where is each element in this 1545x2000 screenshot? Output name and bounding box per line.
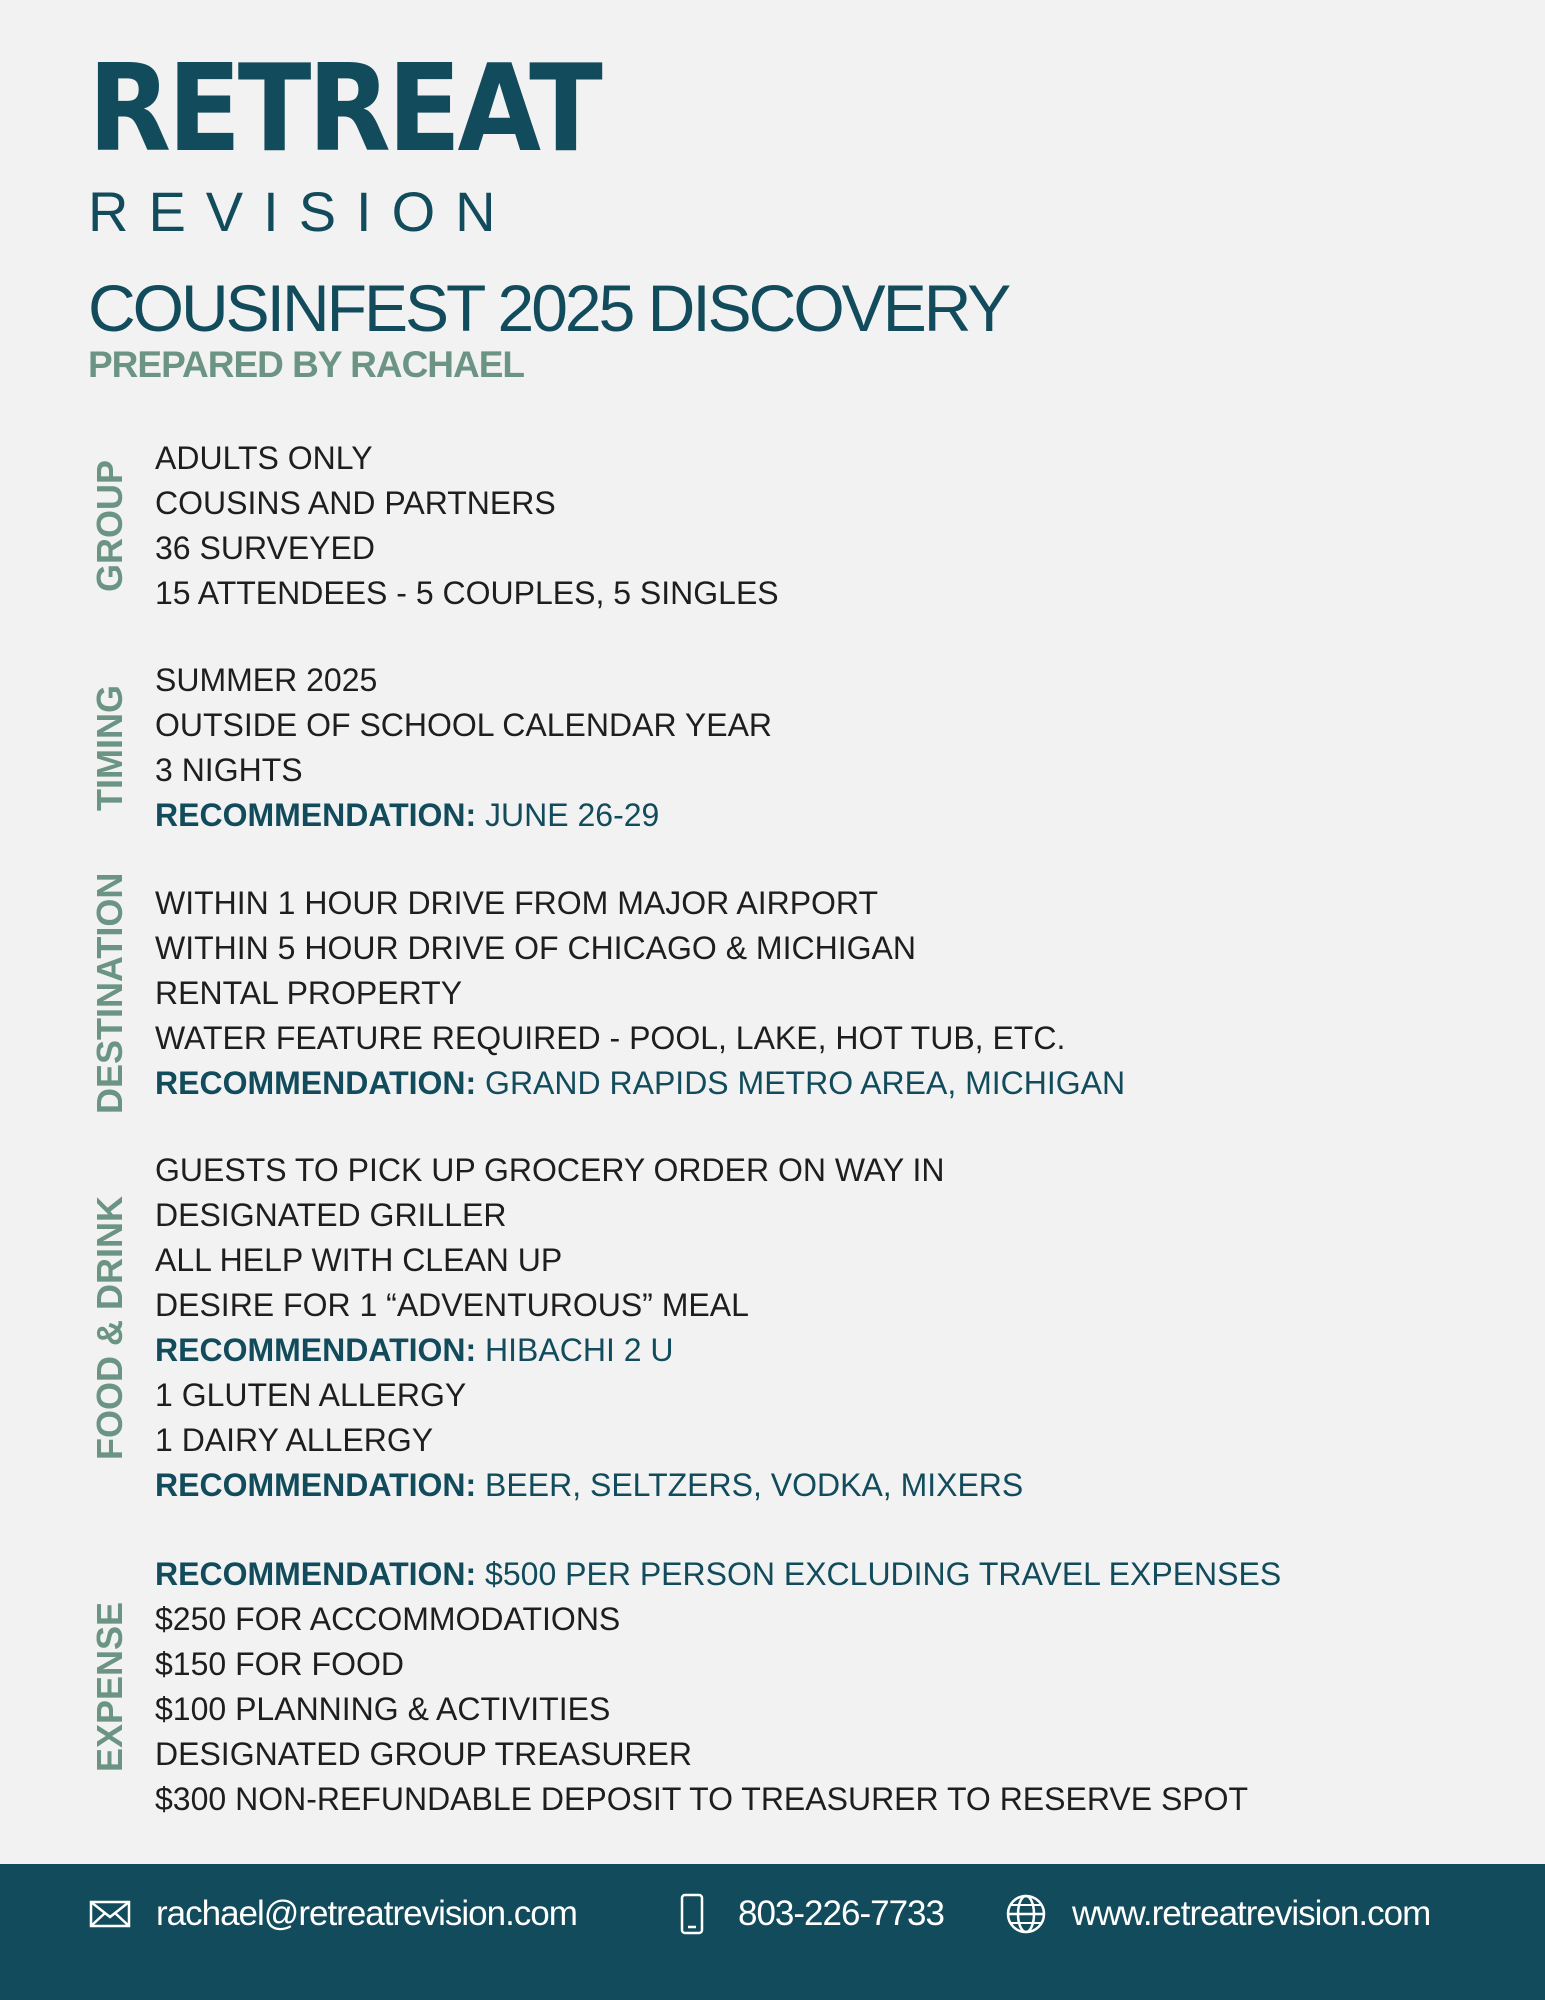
section-line: $150 FOR FOOD — [155, 1646, 404, 1682]
globe-icon — [1004, 1892, 1048, 1936]
section-label: FOOD & DRINK — [89, 1196, 130, 1460]
section-line: 1 GLUTEN ALLERGY — [155, 1377, 467, 1413]
logo-wordmark-retreat: RETREAT — [88, 40, 600, 179]
section-label: TIMING — [89, 685, 130, 811]
phone-number[interactable]: 803-226-7733 — [738, 1894, 944, 1933]
recommendation-value: HIBACHI 2 U — [485, 1332, 674, 1368]
phone-icon — [670, 1892, 714, 1936]
recommendation-label: RECOMMENDATION: — [155, 1467, 477, 1503]
section-lines — [155, 658, 772, 838]
section-line: SUMMER 2025 — [155, 662, 378, 698]
section-label: DESTINATION — [89, 872, 130, 1115]
section-line: OUTSIDE OF SCHOOL CALENDAR YEAR — [155, 707, 773, 743]
recommendation-line — [155, 1061, 1125, 1106]
recommendation-line — [155, 793, 772, 838]
recommendation-label: RECOMMENDATION: — [155, 1332, 477, 1368]
section-line: WATER FEATURE REQUIRED - POOL, LAKE, HOT TUB, ETC. — [155, 1020, 1066, 1056]
website-link[interactable]: www.retreatrevision.com — [1072, 1894, 1431, 1933]
section-line: COUSINS AND PARTNERS — [155, 485, 556, 521]
email-link[interactable]: rachael@retreatrevision.com — [156, 1894, 577, 1933]
section-line: WITHIN 5 HOUR DRIVE OF CHICAGO & MICHIGAN — [155, 930, 916, 966]
logo-wordmark-revision: REVISION — [88, 180, 516, 243]
section-lines — [155, 436, 779, 616]
section-line: DESIGNATED GRILLER — [155, 1197, 507, 1233]
section-line: $100 PLANNING & ACTIVITIES — [155, 1691, 611, 1727]
section-line: GUESTS TO PICK UP GROCERY ORDER ON WAY IN — [155, 1152, 945, 1188]
section-lines — [155, 1148, 1023, 1508]
page-subtitle: PREPARED BY RACHAEL — [88, 344, 525, 385]
recommendation-label: RECOMMENDATION: — [155, 1556, 477, 1592]
section-line: $250 FOR ACCOMMODATIONS — [155, 1601, 621, 1637]
recommendation-line — [155, 1463, 1023, 1508]
recommendation-line — [155, 1552, 1281, 1597]
recommendation-line — [155, 1328, 1023, 1373]
section-lines — [155, 881, 1125, 1106]
section-line: 3 NIGHTS — [155, 752, 303, 788]
section-lines — [155, 1552, 1281, 1822]
recommendation-value: BEER, SELTZERS, VODKA, MIXERS — [485, 1467, 1024, 1503]
section-line: DESIRE FOR 1 “ADVENTUROUS” MEAL — [155, 1287, 749, 1323]
page-title: COUSINFEST 2025 DISCOVERY — [88, 271, 1009, 345]
footer-website[interactable] — [1004, 1864, 1430, 1964]
recommendation-label: RECOMMENDATION: — [155, 1065, 477, 1101]
section-line: 1 DAIRY ALLERGY — [155, 1422, 434, 1458]
section-line: RENTAL PROPERTY — [155, 975, 463, 1011]
footer-contact-bar — [0, 1864, 1545, 2000]
recommendation-value: GRAND RAPIDS METRO AREA, MICHIGAN — [485, 1065, 1126, 1101]
recommendation-value: JUNE 26-29 — [485, 797, 660, 833]
section-line: 36 SURVEYED — [155, 530, 375, 566]
section-label: EXPENSE — [89, 1601, 130, 1773]
footer-email[interactable] — [88, 1864, 577, 1964]
section-line: WITHIN 1 HOUR DRIVE FROM MAJOR AIRPORT — [155, 885, 878, 921]
section-line: DESIGNATED GROUP TREASURER — [155, 1736, 692, 1772]
footer-phone[interactable] — [670, 1864, 944, 1964]
logo — [88, 40, 656, 243]
section-line: ADULTS ONLY — [155, 440, 373, 476]
recommendation-value: $500 PER PERSON EXCLUDING TRAVEL EXPENSES — [485, 1556, 1282, 1592]
section-label: GROUP — [89, 460, 130, 593]
recommendation-label: RECOMMENDATION: — [155, 797, 477, 833]
section-line: 15 ATTENDEES - 5 COUPLES, 5 SINGLES — [155, 575, 779, 611]
section-line: ALL HELP WITH CLEAN UP — [155, 1242, 563, 1278]
section-line: $300 NON-REFUNDABLE DEPOSIT TO TREASURER TO RESERVE SPOT — [155, 1781, 1249, 1817]
envelope-icon — [88, 1892, 132, 1936]
